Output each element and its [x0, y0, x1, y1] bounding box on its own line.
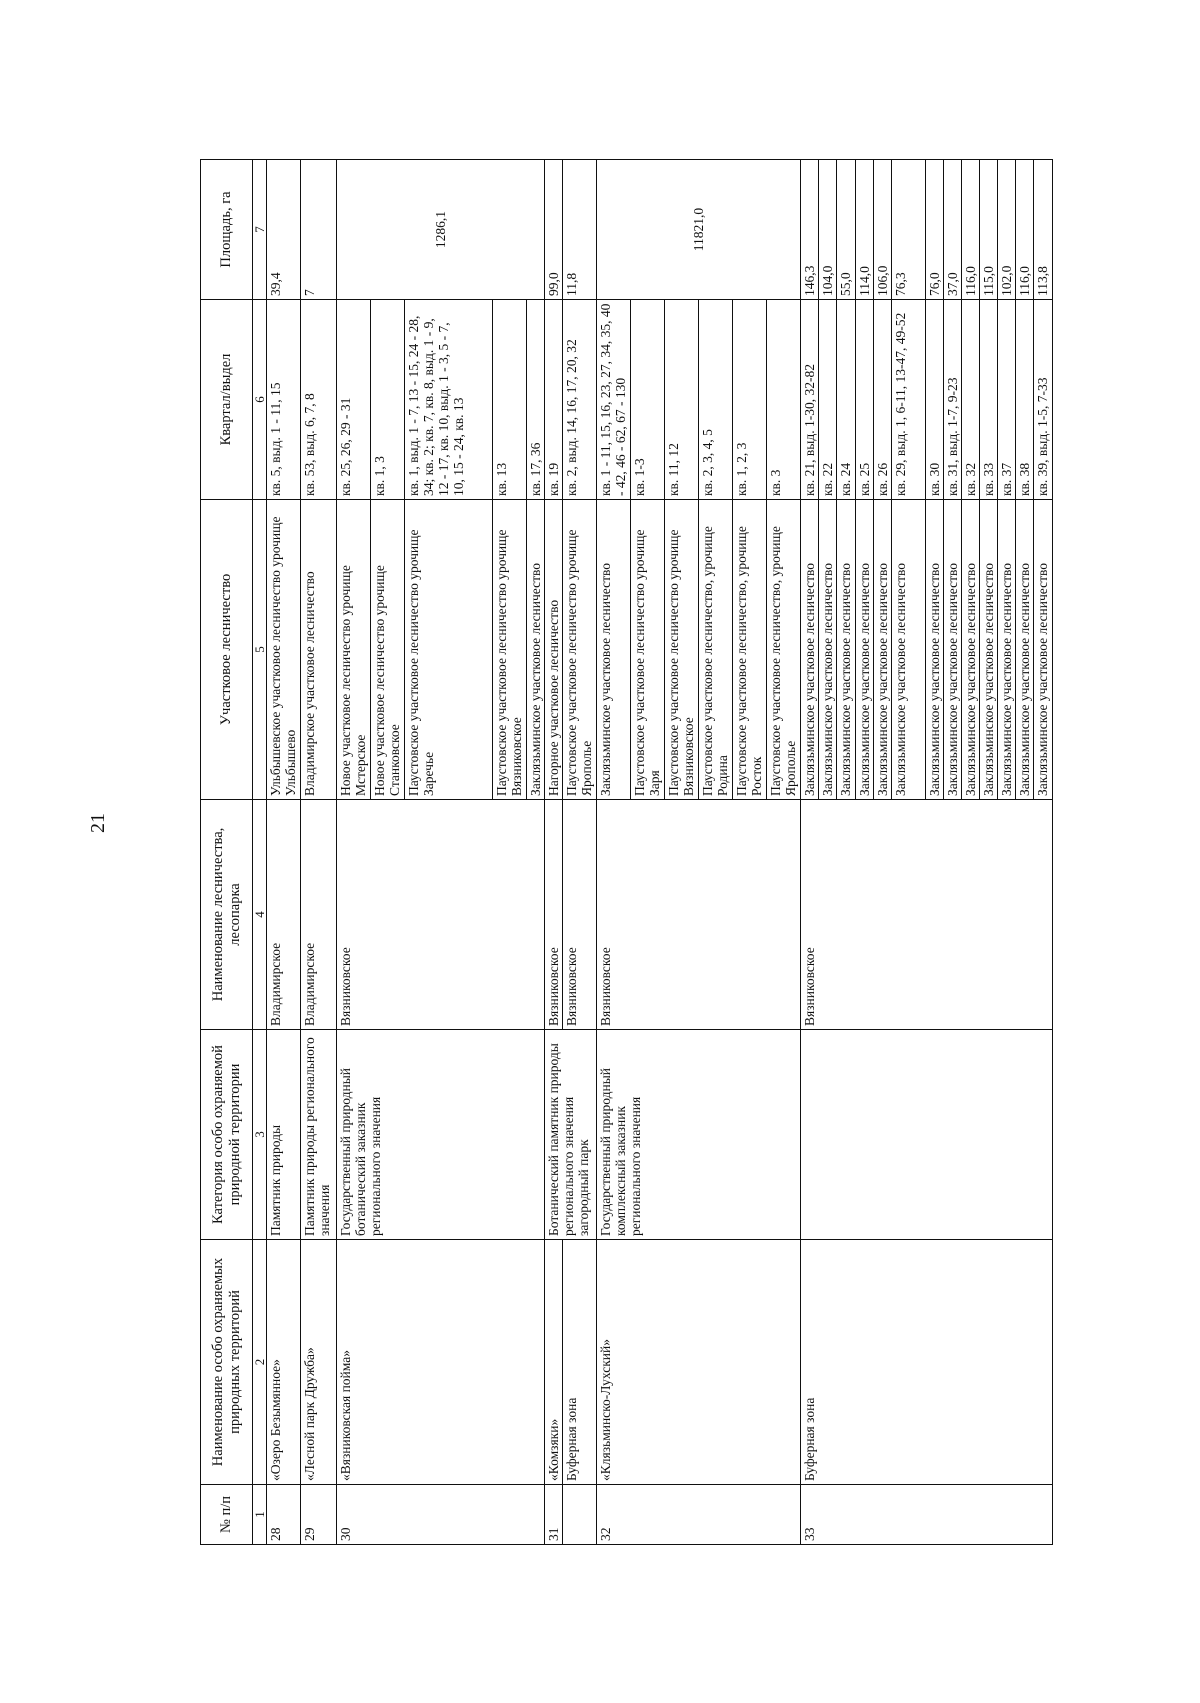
quarter-value: кв. 24: [837, 300, 855, 500]
quarter-value: кв. 31, выд. 1-7, 9-23: [943, 300, 961, 500]
col-number: 6: [253, 300, 267, 500]
quarter-value: кв. 3: [767, 300, 801, 500]
quarter-value: кв. 25: [855, 300, 873, 500]
district-name: Паустовское участковое лесничество, урочище Ярополье: [767, 500, 801, 800]
district-name: Заклязьминское участковое лесничество: [943, 500, 961, 800]
header-area-ha: Площадь, га: [201, 160, 253, 300]
row-number: 30: [337, 1485, 545, 1545]
district-name: Заклязьминское участковое лесничество: [925, 500, 943, 800]
rotated-table-container: [200, 160, 1110, 1545]
forestry-name: Вязниковское: [337, 800, 545, 1030]
quarter-value: кв. 26: [873, 300, 891, 500]
district-name: Заклязьминское участковое лесничество: [998, 500, 1016, 800]
area-name: Буферная зона: [801, 1240, 1052, 1485]
area-name: «Клязьминско-Лухский»: [597, 1240, 801, 1485]
quarter-value: кв. 13: [493, 300, 527, 500]
row-number: 31: [545, 1485, 563, 1545]
district-name: Паустовское участковое лесничество, урочище Родина: [699, 500, 733, 800]
area-value: 106,0: [873, 160, 891, 300]
quarter-value: кв. 1-3: [631, 300, 665, 500]
area-value: 37,0: [943, 160, 961, 300]
quarter-value: кв. 1, выд. 1 - 7, 13 - 15, 24 - 28, 34; кв. 2; кв. 7, кв. 8, выд. 1 - 9, 12 - 17, кв. 10, выд. 1 - 3, 5 - 7, 10, 15 - 24, кв. 13: [405, 300, 493, 500]
district-name: Заклязьминское участковое лесничество: [801, 500, 819, 800]
forestry-name: Вязниковское: [597, 800, 801, 1030]
area-category: Памятник природы регионального значения: [301, 1030, 337, 1240]
district-name: Заклязьминское участковое лесничество: [597, 500, 631, 800]
area-value: 39,4: [267, 160, 301, 300]
area-category: Ботанический памятник природы регионального значения загородный парк: [545, 1030, 597, 1240]
table-row: [267, 160, 301, 1545]
quarter-value: кв. 32: [961, 300, 979, 500]
quarter-value: кв. 39, выд. 1-5, 7-33: [1034, 300, 1052, 500]
quarter-value: кв. 22: [819, 300, 837, 500]
quarter-value: кв. 19: [545, 300, 563, 500]
area-category-empty: [801, 1030, 1052, 1240]
district-name: Паустовское участковое лесничество урочище Вязниковское: [665, 500, 699, 800]
forestry-name: Вязниковское: [545, 800, 563, 1030]
quarter-value: кв. 38: [1016, 300, 1034, 500]
table-row: [301, 160, 337, 1545]
header-forestry: Наименование лесничества, лесопарка: [201, 800, 253, 1030]
district-name: Заклязьминское участковое лесничество: [980, 500, 998, 800]
header-area-name: Наименование особо охраняемых природных территорий: [201, 1240, 253, 1485]
forestry-name: Вязниковское: [563, 800, 597, 1030]
district-name: Заклязьминское участковое лесничество: [819, 500, 837, 800]
forestry-name: Вязниковское: [801, 800, 1052, 1030]
quarter-value: кв. 11, 12: [665, 300, 699, 500]
area-value: 7: [301, 160, 337, 300]
area-value: 11821,0: [597, 160, 801, 300]
district-name: Владимирское участковое лесничество: [301, 500, 337, 800]
district-name: Новое участковое лесничество урочище Мстерское: [337, 500, 371, 800]
area-value: 1286,1: [337, 160, 545, 300]
area-value: 11,8: [563, 160, 597, 300]
area-name: «Комзяки»: [545, 1240, 563, 1485]
header-row: [201, 160, 253, 1545]
district-name: Заклязьминское участковое лесничество: [961, 500, 979, 800]
header-quarter: Квартал/выдел: [201, 300, 253, 500]
district-name: Заклязьминское участковое лесничество: [891, 500, 925, 800]
quarter-value: кв. 1, 2, 3: [733, 300, 767, 500]
quarter-value: кв. 25, 26, 29 - 31: [337, 300, 371, 500]
quarter-value: кв. 53, выд. 6, 7, 8: [301, 300, 337, 500]
area-value: 116,0: [1016, 160, 1034, 300]
district-name: Паустовское участковое лесничество урочище Заречье: [405, 500, 493, 800]
quarter-value: кв. 2, 3, 4, 5: [699, 300, 733, 500]
area-value: 76,0: [925, 160, 943, 300]
area-category: Государственный природный комплексный заказник регионального значения: [597, 1030, 801, 1240]
district-name: Заклязьминское участковое лесничество: [837, 500, 855, 800]
district-name: Паустовское участковое лесничество урочище Вязниковское: [493, 500, 527, 800]
col-number: 1: [253, 1485, 267, 1545]
area-category: Государственный природный ботанический заказник регионального значения: [337, 1030, 545, 1240]
table-row: [337, 160, 371, 1545]
row-number: 32: [597, 1485, 801, 1545]
area-name: «Вязниковская пойма»: [337, 1240, 545, 1485]
area-value: 55,0: [837, 160, 855, 300]
col-number: 3: [253, 1030, 267, 1240]
district-name: Заклязьминское участковое лесничество: [1034, 500, 1052, 800]
quarter-value: кв. 21, выд. 1-30, 32-82: [801, 300, 819, 500]
area-name: Буферная зона: [563, 1240, 597, 1485]
district-name: Заклязьминское участковое лесничество: [855, 500, 873, 800]
table-row: [563, 160, 597, 1545]
table-row: [597, 160, 631, 1545]
area-value: 113,8: [1034, 160, 1052, 300]
quarter-value: кв. 2, выд. 14, 16, 17, 20, 32: [563, 300, 597, 500]
header-district: Участковое лесничество: [201, 500, 253, 800]
area-value: 104,0: [819, 160, 837, 300]
quarter-value: кв. 1 - 11, 15, 16, 23, 27, 34, 35, 40 - 42, 46 - 62, 67 - 130: [597, 300, 631, 500]
col-number: 2: [253, 1240, 267, 1485]
col-number: 5: [253, 500, 267, 800]
quarter-value: кв. 29, выд. 1, 6-11, 13-47, 49-52: [891, 300, 925, 500]
quarter-value: кв. 1, 3: [371, 300, 405, 500]
table-row: [801, 160, 819, 1545]
quarter-value: кв. 30: [925, 300, 943, 500]
forestry-name: Владимирское: [267, 800, 301, 1030]
district-name: Ульбышевское участковое лесничество урочище Ульбышево: [267, 500, 301, 800]
row-number-empty: [563, 1485, 597, 1545]
area-category: Памятник природы: [267, 1030, 301, 1240]
quarter-value: кв. 17, 36: [527, 300, 545, 500]
district-name: Заклязьминское участковое лесничество: [527, 500, 545, 800]
area-value: 115,0: [980, 160, 998, 300]
row-number: 33: [801, 1485, 1052, 1545]
area-name: «Лесной парк Дружба»: [301, 1240, 337, 1485]
district-name: Заклязьминское участковое лесничество: [873, 500, 891, 800]
district-name: Новое участковое лесничество урочище Станковское: [371, 500, 405, 800]
district-name: Заклязьминское участковое лесничество: [1016, 500, 1034, 800]
row-number: 29: [301, 1485, 337, 1545]
area-value: 114,0: [855, 160, 873, 300]
row-number: 28: [267, 1485, 301, 1545]
header-category: Категория особо охраняемой природной территории: [201, 1030, 253, 1240]
district-name: Паустовское участковое лесничество урочище Заря: [631, 500, 665, 800]
column-number-row: [253, 160, 267, 1545]
quarter-value: кв. 33: [980, 300, 998, 500]
protected-areas-table: [200, 159, 1053, 1545]
col-number: 4: [253, 800, 267, 1030]
quarter-value: кв. 5, выд. 1 - 11, 15: [267, 300, 301, 500]
area-value: 146,3: [801, 160, 819, 300]
quarter-value: кв. 37: [998, 300, 1016, 500]
area-value: 116,0: [961, 160, 979, 300]
district-name: Паустовское участковое лесничество, урочище Росток: [733, 500, 767, 800]
district-name: Нагорное участковое лесничество: [545, 500, 563, 800]
area-value: 99,0: [545, 160, 563, 300]
col-number: 7: [253, 160, 267, 300]
header-num: № п/п: [201, 1485, 253, 1545]
page-number: 21: [87, 813, 109, 833]
table-row: [545, 160, 563, 1545]
district-name: Паустовское участковое лесничество урочище Ярополье: [563, 500, 597, 800]
area-value: 102,0: [998, 160, 1016, 300]
area-name: «Озеро Безымянное»: [267, 1240, 301, 1485]
forestry-name: Владимирское: [301, 800, 337, 1030]
area-value: 76,3: [891, 160, 925, 300]
